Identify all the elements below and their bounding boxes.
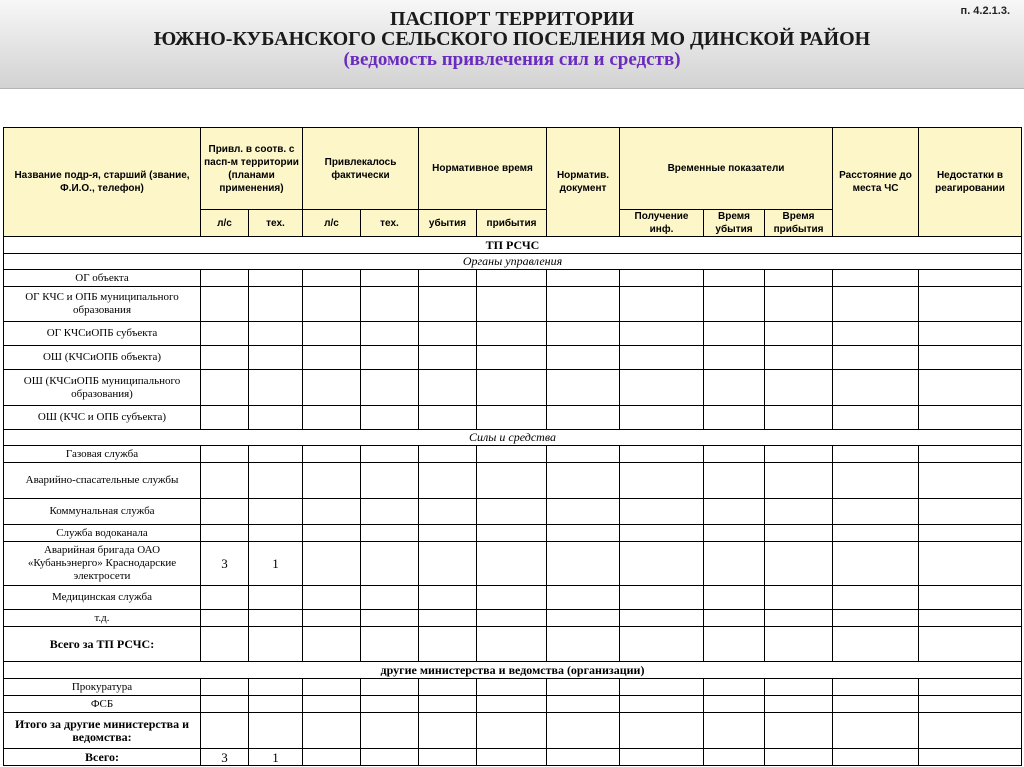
empty-cell: [547, 749, 620, 766]
empty-cell: [249, 499, 303, 525]
empty-cell: [201, 287, 249, 322]
empty-cell: [833, 346, 919, 370]
empty-cell: [919, 627, 1022, 662]
row-label: Аварийная бригада ОАО «Кубаньэнерго» Краснодарские электросети: [4, 542, 201, 586]
empty-cell: [303, 713, 361, 749]
empty-cell: [361, 287, 419, 322]
empty-cell: [765, 287, 833, 322]
empty-cell: [547, 679, 620, 696]
empty-cell: [249, 287, 303, 322]
col-actual-ls: л/с: [303, 210, 361, 237]
empty-cell: [704, 270, 765, 287]
empty-cell: [361, 586, 419, 610]
empty-cell: [201, 696, 249, 713]
empty-cell: [477, 370, 547, 406]
empty-cell: [201, 270, 249, 287]
empty-cell: [361, 463, 419, 499]
row-label: ОШ (КЧСиОПБ муниципального образования): [4, 370, 201, 406]
row-label-total-other: Итого за другие министерства и ведомства:: [4, 713, 201, 749]
empty-cell: [620, 406, 704, 430]
empty-cell: [249, 370, 303, 406]
title-banner: [0, 0, 1024, 89]
empty-cell: [477, 287, 547, 322]
empty-cell: [833, 525, 919, 542]
empty-cell: [765, 446, 833, 463]
empty-cell: [249, 446, 303, 463]
empty-cell: [620, 499, 704, 525]
empty-cell: [361, 749, 419, 766]
row-label: Газовая служба: [4, 446, 201, 463]
empty-cell: [477, 322, 547, 346]
empty-cell: [620, 542, 704, 586]
row-label: Прокуратура: [4, 679, 201, 696]
empty-cell: [833, 542, 919, 586]
empty-cell: [547, 287, 620, 322]
empty-cell: [477, 406, 547, 430]
empty-cell: [249, 696, 303, 713]
empty-cell: [419, 542, 477, 586]
cell-tech-value: 1: [249, 542, 303, 586]
col-actual-tech: тех.: [361, 210, 419, 237]
empty-cell: [833, 586, 919, 610]
table-row: [4, 696, 1022, 713]
title-line-2: ЮЖНО-КУБАНСКОГО СЕЛЬСКОГО ПОСЕЛЕНИЯ МО ДИНСКОЙ РАЙОН: [153, 28, 871, 50]
empty-cell: [201, 499, 249, 525]
empty-cell: [249, 463, 303, 499]
empty-cell: [201, 525, 249, 542]
empty-cell: [620, 627, 704, 662]
row-label: ОГ КЧСиОПБ субъекта: [4, 322, 201, 346]
empty-cell: [361, 499, 419, 525]
empty-cell: [547, 499, 620, 525]
empty-cell: [249, 586, 303, 610]
empty-cell: [303, 346, 361, 370]
empty-cell: [419, 610, 477, 627]
empty-cell: [765, 542, 833, 586]
empty-cell: [919, 446, 1022, 463]
empty-cell: [919, 679, 1022, 696]
empty-cell: [620, 287, 704, 322]
table-row: [4, 627, 1022, 662]
empty-cell: [765, 346, 833, 370]
table-row: [4, 525, 1022, 542]
empty-cell: [833, 446, 919, 463]
empty-cell: [361, 627, 419, 662]
empty-cell: [833, 463, 919, 499]
row-label: Служба водоканала: [4, 525, 201, 542]
empty-cell: [704, 627, 765, 662]
empty-cell: [419, 287, 477, 322]
row-label: т.д.: [4, 610, 201, 627]
row-label: Медицинская служба: [4, 586, 201, 610]
empty-cell: [833, 679, 919, 696]
table-row: [4, 499, 1022, 525]
empty-cell: [419, 463, 477, 499]
col-arrival: прибытия: [477, 210, 547, 237]
empty-cell: [765, 696, 833, 713]
empty-cell: [919, 499, 1022, 525]
empty-cell: [620, 525, 704, 542]
empty-cell: [249, 346, 303, 370]
empty-cell: [419, 346, 477, 370]
section-management: Органы управления: [4, 254, 1022, 270]
empty-cell: [361, 696, 419, 713]
empty-cell: [704, 287, 765, 322]
empty-cell: [765, 610, 833, 627]
empty-cell: [477, 542, 547, 586]
empty-cell: [477, 749, 547, 766]
table-row: [4, 287, 1022, 322]
empty-cell: [477, 610, 547, 627]
empty-cell: [765, 679, 833, 696]
empty-cell: [419, 679, 477, 696]
row-label-grand-total: Всего:: [4, 749, 201, 766]
title-line-1: ПАСПОРТ ТЕРРИТОРИИ: [390, 8, 634, 30]
empty-cell: [704, 370, 765, 406]
empty-cell: [704, 610, 765, 627]
empty-cell: [419, 406, 477, 430]
table-row: [4, 542, 1022, 586]
row-label: ОШ (КЧС и ОПБ субъекта): [4, 406, 201, 430]
empty-cell: [620, 749, 704, 766]
empty-cell: [201, 713, 249, 749]
table-row: [4, 610, 1022, 627]
empty-cell: [361, 346, 419, 370]
empty-cell: [547, 370, 620, 406]
section-reference: п. 4.2.1.3.: [960, 5, 1010, 17]
empty-cell: [765, 406, 833, 430]
empty-cell: [833, 696, 919, 713]
empty-cell: [547, 713, 620, 749]
empty-cell: [919, 370, 1022, 406]
empty-cell: [303, 679, 361, 696]
empty-cell: [919, 346, 1022, 370]
empty-cell: [704, 713, 765, 749]
empty-cell: [547, 542, 620, 586]
empty-cell: [249, 270, 303, 287]
empty-cell: [201, 679, 249, 696]
row-label: Аварийно-спасательные службы: [4, 463, 201, 499]
col-actual-header: Привлекалось фактически: [303, 128, 419, 210]
empty-cell: [419, 446, 477, 463]
empty-cell: [704, 749, 765, 766]
empty-cell: [361, 713, 419, 749]
empty-cell: [361, 542, 419, 586]
empty-cell: [419, 499, 477, 525]
empty-cell: [361, 679, 419, 696]
empty-cell: [833, 270, 919, 287]
empty-cell: [620, 463, 704, 499]
empty-cell: [765, 322, 833, 346]
empty-cell: [249, 713, 303, 749]
row-label-total-tp: Всего за ТП РСЧС:: [4, 627, 201, 662]
empty-cell: [919, 749, 1022, 766]
empty-cell: [419, 322, 477, 346]
empty-cell: [547, 463, 620, 499]
empty-cell: [419, 696, 477, 713]
empty-cell: [547, 627, 620, 662]
empty-cell: [477, 463, 547, 499]
empty-cell: [919, 463, 1022, 499]
empty-cell: [419, 270, 477, 287]
empty-cell: [361, 322, 419, 346]
empty-cell: [201, 370, 249, 406]
col-info-received: Получение инф.: [620, 210, 704, 237]
empty-cell: [201, 406, 249, 430]
empty-cell: [303, 627, 361, 662]
empty-cell: [833, 713, 919, 749]
table-row: [4, 346, 1022, 370]
empty-cell: [765, 525, 833, 542]
empty-cell: [303, 287, 361, 322]
empty-cell: [249, 679, 303, 696]
col-deficiency-header: Недостатки в реагировании: [919, 128, 1022, 237]
empty-cell: [919, 586, 1022, 610]
section-forces: Силы и средства: [4, 430, 1022, 446]
col-arrival-time: Время прибытия: [765, 210, 833, 237]
empty-cell: [765, 270, 833, 287]
cell-ls-value: 3: [201, 542, 249, 586]
empty-cell: [833, 749, 919, 766]
section-other-agencies: другие министерства и ведомства (организации): [4, 662, 1022, 679]
empty-cell: [765, 586, 833, 610]
col-name-header: Название подр-я, старший (звание, Ф.И.О., телефон): [4, 128, 201, 237]
empty-cell: [201, 322, 249, 346]
row-label: ФСБ: [4, 696, 201, 713]
empty-cell: [833, 499, 919, 525]
col-departure-time: Время убытия: [704, 210, 765, 237]
empty-cell: [361, 270, 419, 287]
row-label: ОГ объекта: [4, 270, 201, 287]
empty-cell: [620, 446, 704, 463]
empty-cell: [477, 346, 547, 370]
empty-cell: [419, 749, 477, 766]
empty-cell: [477, 499, 547, 525]
empty-cell: [765, 463, 833, 499]
empty-cell: [303, 463, 361, 499]
empty-cell: [303, 499, 361, 525]
cell-total-tech: 1: [249, 749, 303, 766]
empty-cell: [361, 525, 419, 542]
empty-cell: [201, 586, 249, 610]
empty-cell: [704, 586, 765, 610]
table-row: [4, 370, 1022, 406]
empty-cell: [919, 713, 1022, 749]
empty-cell: [303, 322, 361, 346]
empty-cell: [477, 679, 547, 696]
empty-cell: [833, 370, 919, 406]
empty-cell: [704, 322, 765, 346]
table-row: [4, 406, 1022, 430]
table-row: [4, 270, 1022, 287]
empty-cell: [201, 627, 249, 662]
empty-cell: [620, 679, 704, 696]
empty-cell: [419, 627, 477, 662]
empty-cell: [477, 525, 547, 542]
table-row: [4, 463, 1022, 499]
empty-cell: [303, 610, 361, 627]
empty-cell: [249, 322, 303, 346]
empty-cell: [419, 370, 477, 406]
empty-cell: [547, 525, 620, 542]
empty-cell: [249, 525, 303, 542]
empty-cell: [919, 270, 1022, 287]
empty-cell: [419, 586, 477, 610]
empty-cell: [919, 406, 1022, 430]
empty-cell: [919, 287, 1022, 322]
empty-cell: [704, 679, 765, 696]
empty-cell: [547, 446, 620, 463]
empty-cell: [833, 322, 919, 346]
empty-cell: [303, 696, 361, 713]
col-time-indicators-header: Временные показатели: [620, 128, 833, 210]
empty-cell: [704, 542, 765, 586]
table-row: [4, 322, 1022, 346]
empty-cell: [477, 627, 547, 662]
empty-cell: [361, 610, 419, 627]
empty-cell: [547, 322, 620, 346]
col-norm-doc-header: Норматив. документ: [547, 128, 620, 237]
empty-cell: [201, 610, 249, 627]
empty-cell: [303, 406, 361, 430]
empty-cell: [303, 586, 361, 610]
empty-cell: [704, 463, 765, 499]
empty-cell: [361, 370, 419, 406]
empty-cell: [303, 446, 361, 463]
col-norm-time-header: Нормативное время: [419, 128, 547, 210]
empty-cell: [620, 696, 704, 713]
col-planned-header: Привл. в соотв. с пасп-м территории (планами применения): [201, 128, 303, 210]
empty-cell: [477, 696, 547, 713]
empty-cell: [919, 610, 1022, 627]
empty-cell: [704, 446, 765, 463]
col-distance-header: Расстояние до места ЧС: [833, 128, 919, 237]
empty-cell: [833, 287, 919, 322]
empty-cell: [919, 525, 1022, 542]
empty-cell: [765, 627, 833, 662]
table-row: [4, 586, 1022, 610]
empty-cell: [620, 270, 704, 287]
empty-cell: [620, 586, 704, 610]
section-tp-rschs: ТП РСЧС: [4, 237, 1022, 254]
empty-cell: [919, 542, 1022, 586]
empty-cell: [547, 406, 620, 430]
empty-cell: [419, 525, 477, 542]
empty-cell: [547, 270, 620, 287]
empty-cell: [361, 446, 419, 463]
empty-cell: [477, 270, 547, 287]
empty-cell: [620, 370, 704, 406]
empty-cell: [919, 696, 1022, 713]
table-row: [4, 679, 1022, 696]
empty-cell: [765, 713, 833, 749]
row-label: ОШ (КЧСиОПБ объекта): [4, 346, 201, 370]
col-planned-tech: тех.: [249, 210, 303, 237]
empty-cell: [303, 525, 361, 542]
empty-cell: [303, 542, 361, 586]
empty-cell: [704, 525, 765, 542]
empty-cell: [477, 713, 547, 749]
empty-cell: [833, 406, 919, 430]
table-row: [4, 749, 1022, 766]
empty-cell: [833, 627, 919, 662]
empty-cell: [201, 446, 249, 463]
empty-cell: [704, 696, 765, 713]
empty-cell: [547, 696, 620, 713]
row-label: ОГ КЧС и ОПБ муниципального образования: [4, 287, 201, 322]
table-row: [4, 713, 1022, 749]
empty-cell: [765, 370, 833, 406]
empty-cell: [201, 463, 249, 499]
empty-cell: [765, 749, 833, 766]
empty-cell: [249, 610, 303, 627]
empty-cell: [704, 406, 765, 430]
empty-cell: [477, 446, 547, 463]
empty-cell: [303, 270, 361, 287]
row-label: Коммунальная служба: [4, 499, 201, 525]
empty-cell: [249, 627, 303, 662]
empty-cell: [547, 610, 620, 627]
empty-cell: [303, 370, 361, 406]
empty-cell: [833, 610, 919, 627]
empty-cell: [919, 322, 1022, 346]
resources-table: [3, 127, 1022, 766]
cell-total-ls: 3: [201, 749, 249, 766]
empty-cell: [303, 749, 361, 766]
col-departure: убытия: [419, 210, 477, 237]
empty-cell: [547, 346, 620, 370]
col-planned-ls: л/с: [201, 210, 249, 237]
empty-cell: [547, 586, 620, 610]
empty-cell: [477, 586, 547, 610]
empty-cell: [704, 346, 765, 370]
empty-cell: [620, 610, 704, 627]
empty-cell: [620, 713, 704, 749]
empty-cell: [620, 346, 704, 370]
empty-cell: [704, 499, 765, 525]
empty-cell: [201, 346, 249, 370]
empty-cell: [419, 713, 477, 749]
empty-cell: [249, 406, 303, 430]
table-row: [4, 446, 1022, 463]
empty-cell: [361, 406, 419, 430]
empty-cell: [620, 322, 704, 346]
title-line-3: (ведомость привлечения сил и средств): [343, 49, 681, 70]
empty-cell: [765, 499, 833, 525]
